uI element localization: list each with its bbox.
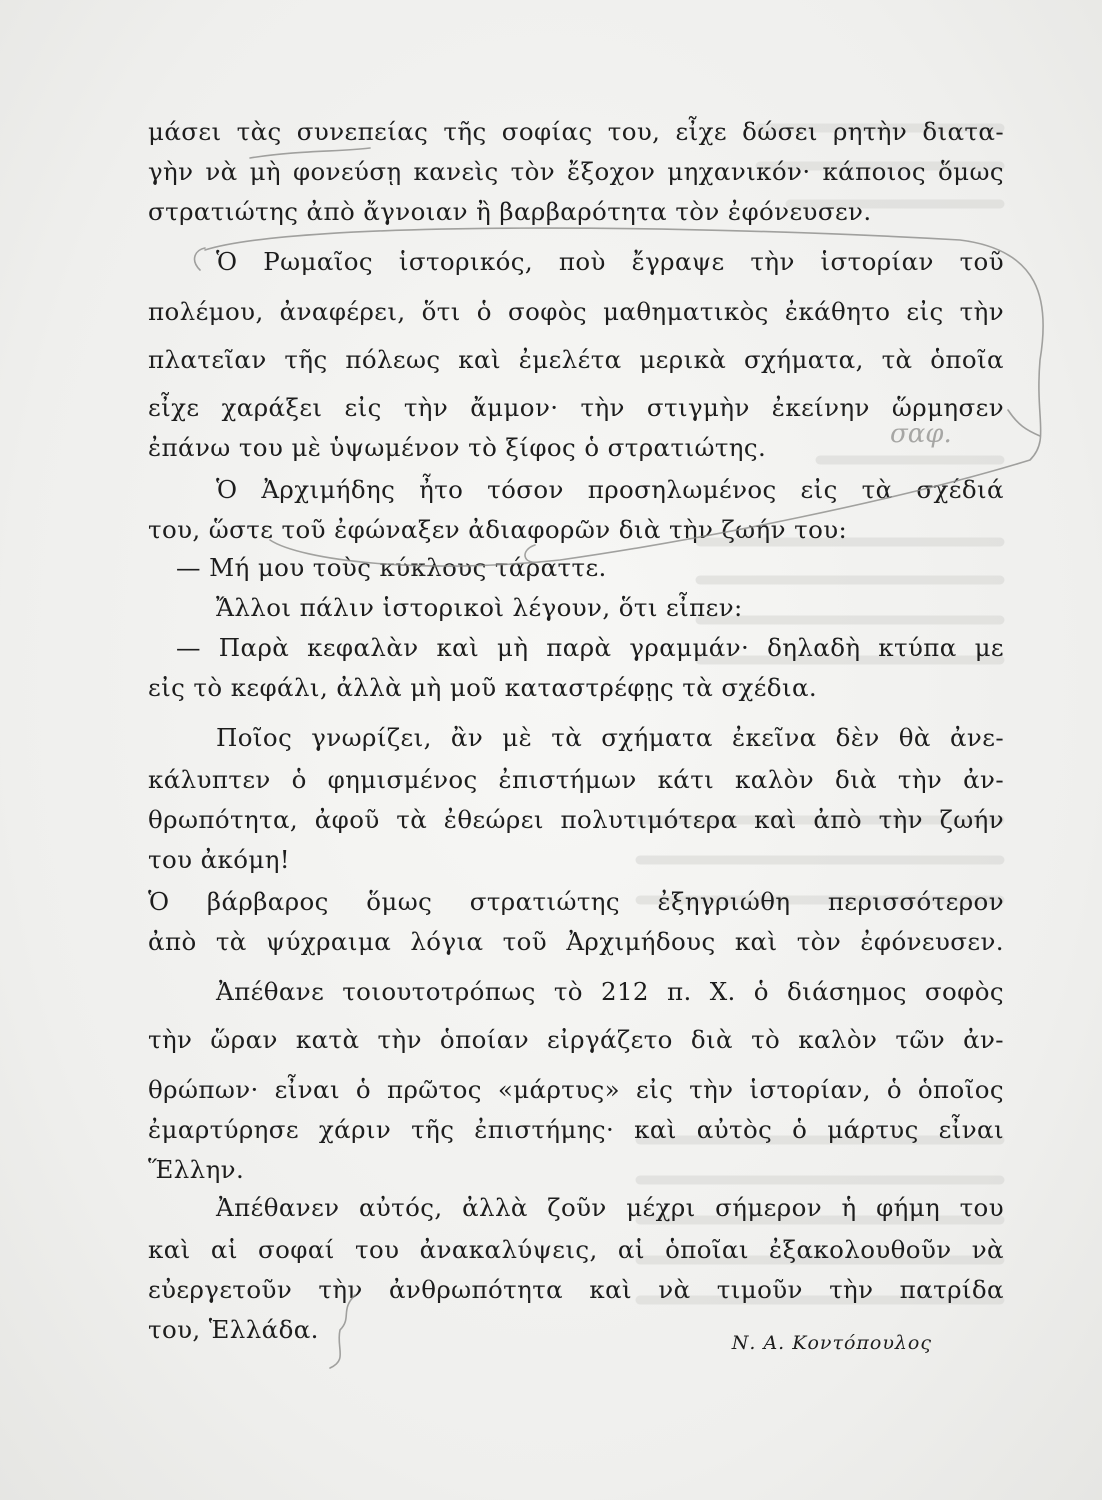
text-line: Ὁ Ἀρχιμήδης ἦτο τόσον προσηλωμένος εἰς τὰ σχέδιά <box>216 475 1004 504</box>
text-line: Ἀπέθανε τοιουτοτρόπως τὸ 212 π. Χ. ὁ διάσημος σοφὸς <box>216 977 1004 1006</box>
text-line: Ἄλλοι πάλιν ἱστορικοὶ λέγουν, ὅτι εἶπεν: <box>216 593 743 622</box>
text-line: γὴν νὰ μὴ φονεύσῃ κανεὶς τὸν ἔξοχον μηχανικόν· κάποιος ὅμως <box>148 157 1004 186</box>
text-line: μάσει τὰς συνεπείας τῆς σοφίας του, εἶχε δώσει ρητὴν διατα- <box>148 117 1004 146</box>
text-line: ἐμαρτύρησε χάριν τῆς ἐπιστήμης· καὶ αὐτὸς ὁ μάρτυς εἶναι <box>148 1115 1004 1144</box>
pencil-tick <box>1008 410 1040 436</box>
text-line: τὴν ὥραν κατὰ τὴν ὁποίαν εἰργάζετο διὰ τὸ καλὸν τῶν ἀν- <box>148 1025 1004 1054</box>
text-line: εὐεργετοῦν τὴν ἀνθρωπότητα καὶ νὰ τιμοῦν τὴν πατρίδα <box>148 1275 1004 1304</box>
text-line: Ὁ Ρωμαῖος ἱστορικός, ποὺ ἔγραψε τὴν ἱστορίαν τοῦ <box>216 247 1004 276</box>
text-line: στρατιώτης ἀπὸ ἄγνοιαν ἢ βαρβαρότητα τὸν ἐφόνευσεν. <box>148 197 872 226</box>
text-line: ἀπὸ τὰ ψύχραιμα λόγια τοῦ Ἀρχιμήδους καὶ τὸν ἐφόνευσεν. <box>148 927 1004 956</box>
text-line: ἐπάνω του μὲ ὑψωμένον τὸ ξίφος ὁ στρατιώτης. <box>148 433 767 462</box>
text-line: Ὁ βάρβαρος ὅμως στρατιώτης ἐξηγριώθη περισσότερον <box>148 887 1004 916</box>
text-line: Ἀπέθανεν αὐτός, ἀλλὰ ζοῦν μέχρι σήμερον ἡ φήμη του <box>216 1193 1004 1222</box>
dialogue-line: — Παρὰ κεφαλὰν καὶ μὴ παρὰ γραμμάν· δηλαδὴ κτύπα με <box>176 633 1004 662</box>
text-line: εἶχε χαράξει εἰς τὴν ἄμμον· τὴν στιγμὴν ἐκείνην ὥρμησεν <box>148 393 1004 422</box>
text-line: πολέμου, ἀναφέρει, ὅτι ὁ σοφὸς μαθηματικὸς ἐκάθητο εἰς τὴν <box>148 297 1004 326</box>
text-line: θρώπων· εἶναι ὁ πρῶτος «μάρτυς» εἰς τὴν ἱστορίαν, ὁ ὁποῖος <box>148 1075 1004 1104</box>
text-line: του ἀκόμη! <box>148 845 291 874</box>
text-line: κάλυπτεν ὁ φημισμένος ἐπιστήμων κάτι καλὸν διὰ τὴν ἀν- <box>148 765 1004 794</box>
text-line: θρωπότητα, ἀφοῦ τὰ ἐθεώρει πολυτιμότερα καὶ ἀπὸ τὴν ζωήν <box>148 805 1004 834</box>
author-signature: Ν. Α. Κοντόπουλος <box>731 1332 932 1354</box>
text-line: του, Ἑλλάδα. <box>148 1315 319 1344</box>
pencil-note: σαφ. <box>890 419 952 449</box>
text-line: του, ὥστε τοῦ ἐφώναξεν ἀδιαφορῶν διὰ τὴν ζωήν του: <box>148 515 848 544</box>
text-line: Ποῖος γνωρίζει, ἂν μὲ τὰ σχήματα ἐκεῖνα δὲν θὰ ἀνε- <box>216 723 1004 752</box>
text-line: Ἕλλην. <box>148 1155 245 1184</box>
dialogue-line: — Μή μου τοὺς κύκλους τάραττε. <box>176 553 607 582</box>
text-line: καὶ αἱ σοφαί του ἀνακαλύψεις, αἱ ὁποῖαι ἐξακολουθοῦν νὰ <box>148 1235 1004 1264</box>
text-line: πλατεῖαν τῆς πόλεως καὶ ἐμελέτα μερικὰ σχήματα, τὰ ὁποῖα <box>148 345 1004 374</box>
text-line: εἰς τὸ κεφάλι, ἀλλὰ μὴ μοῦ καταστρέφῃς τὰ σχέδια. <box>148 673 818 702</box>
